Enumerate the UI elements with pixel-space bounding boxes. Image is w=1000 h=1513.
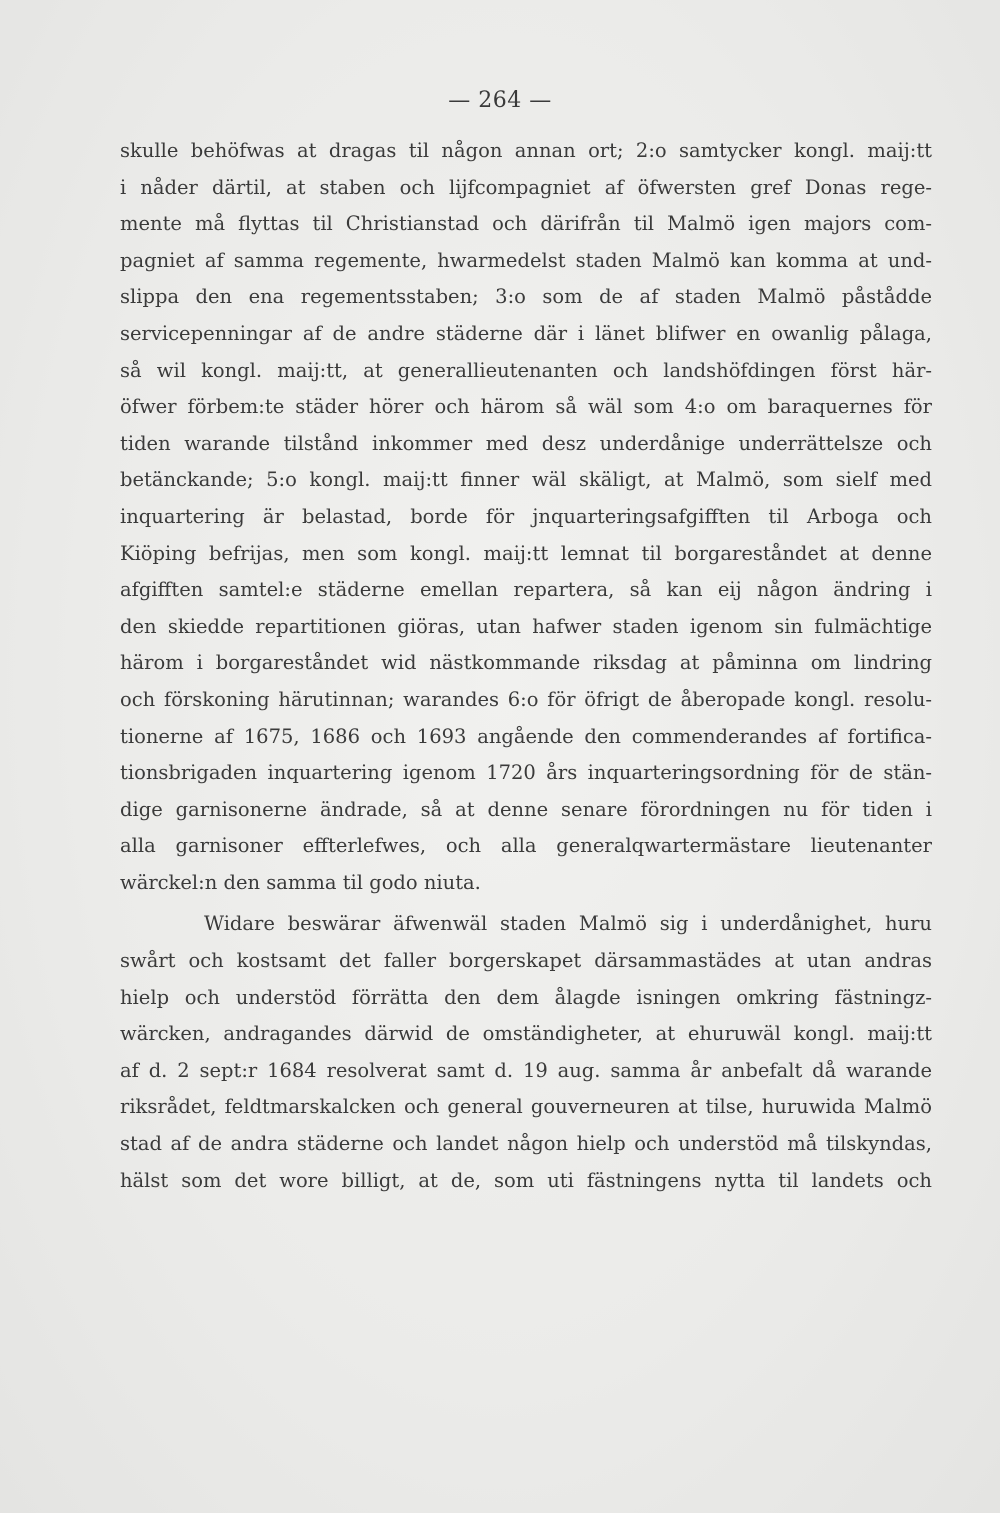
text-line: swårt och kostsamt det faller borgerskapet därsammastädes at utan andras xyxy=(120,949,932,973)
text-line: servicepenningar af de andre städerne där i länet blifwer en owanlig pålaga, xyxy=(120,321,932,345)
text-line: wärckel:n den samma til godo niuta. xyxy=(120,870,481,894)
text-line: betänckande; 5:o kongl. maij:tt finner wäl skäligt, at Malmö, som sielf med xyxy=(120,468,932,492)
text-line: härom i borgareståndet wid nästkommande riksdag at påminna om lindring xyxy=(120,651,932,675)
text-line: och förskoning härutinnan; warandes 6:o för öfrigt de åberopade kongl. resolu- xyxy=(120,687,932,711)
text-line: den skiedde repartitionen giöras, utan hafwer staden igenom sin fulmächtige xyxy=(120,614,932,638)
body-text xyxy=(120,133,932,1199)
text-line: riksrådet, feldtmarskalcken och general gouverneuren at tilse, huruwida Malmö xyxy=(120,1095,932,1119)
text-line: i nåder därtil, at staben och lijfcompagniet af öfwersten gref Donas rege- xyxy=(120,175,932,199)
text-line: tionsbrigaden inquartering igenom 1720 års inquarteringsordning för de stän- xyxy=(120,761,932,785)
paragraph-1 xyxy=(120,133,932,901)
text-line: tiden warande tilstånd inkommer med desz underdånige underrättelsze och xyxy=(120,431,932,455)
text-line: inquartering är belastad, borde för jnquarteringsafgifften til Arboga och xyxy=(120,504,932,528)
text-line: öfwer förbem:te städer hörer och härom så wäl som 4:o om baraquernes för xyxy=(120,395,932,419)
text-line: afgifften samtel:e städerne emellan repartera, så kan eij någon ändring i xyxy=(120,578,932,602)
page-number: — 264 — xyxy=(448,88,552,113)
text-line: hielp och understöd förrätta den dem ålagde isningen omkring fästningz- xyxy=(120,985,932,1009)
text-line: stad af de andra städerne och landet någon hielp och understöd må tilskyndas, xyxy=(120,1132,932,1156)
text-line: tionerne af 1675, 1686 och 1693 angående den commenderandes af fortifica- xyxy=(120,724,932,748)
text-line: Kiöping befrijas, men som kongl. maij:tt lemnat til borgareståndet at denne xyxy=(120,541,932,565)
text-line: pagniet af samma regemente, hwarmedelst staden Malmö kan komma at und- xyxy=(120,248,932,272)
text-line: hälst som det wore billigt, at de, som uti fästningens nytta til landets och xyxy=(120,1168,932,1192)
text-line: slippa den ena regementsstaben; 3:o som de af staden Malmö påstådde xyxy=(120,285,932,309)
text-line: så wil kongl. maij:tt, at generallieutenanten och landshöfdingen först här- xyxy=(120,358,932,382)
text-line: dige garnisonerne ändrade, så at denne senare förordningen nu för tiden i xyxy=(120,797,932,821)
text-line: mente må flyttas til Christianstad och därifrån til Malmö igen majors com- xyxy=(120,212,932,236)
paragraph-2 xyxy=(120,906,932,1199)
text-line: Widare beswärar äfwenwäl staden Malmö sig i underdånighet, huru xyxy=(204,912,932,936)
text-line: af d. 2 sept:r 1684 resolverat samt d. 19 aug. samma år anbefalt då warande xyxy=(120,1058,932,1082)
text-line: wärcken, andragandes därwid de omständigheter, at ehuruwäl kongl. maij:tt xyxy=(120,1022,932,1046)
text-line: alla garnisoner effterlefwes, och alla generalqwartermästare lieutenanter xyxy=(120,834,932,858)
text-line: skulle behöfwas at dragas til någon annan ort; 2:o samtycker kongl. maij:tt xyxy=(120,139,932,162)
